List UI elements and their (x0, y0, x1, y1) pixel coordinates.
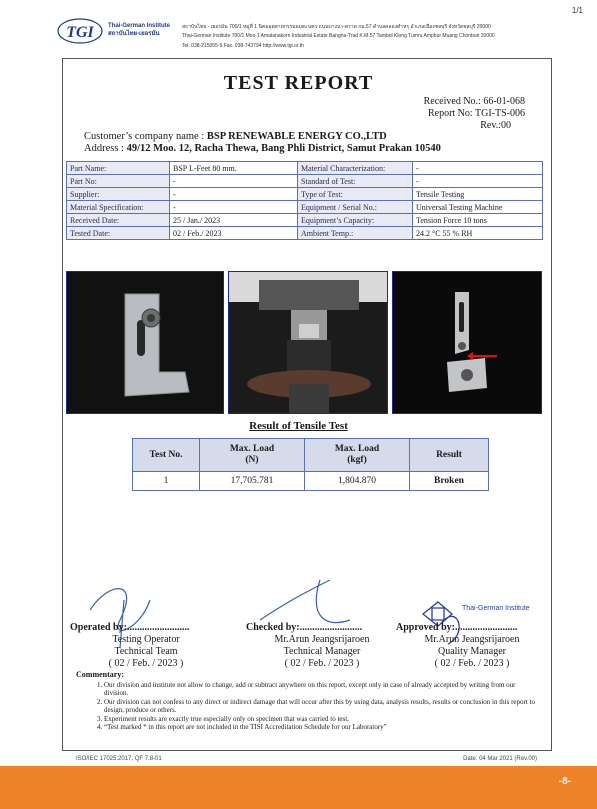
page-number: 1/1 (571, 6, 583, 15)
table-row (298, 162, 543, 175)
institute-name (108, 22, 170, 38)
table-row (298, 201, 543, 214)
info-label: Tested Date: (67, 227, 170, 240)
column-header: Max. Load (N) (200, 439, 305, 472)
result-table (132, 438, 489, 491)
approver-name: Mr.Arun Jeangsrijaroen (424, 634, 520, 645)
info-label: Material Characterization: (298, 162, 413, 175)
info-value: 24.2 °C 55 % RH (413, 227, 543, 240)
broken-specimen-photo (392, 271, 542, 414)
checker-name: Mr.Arun Jeangsrijaroen (274, 634, 370, 645)
info-value: BSP L-Feet 80 mm. (170, 162, 299, 175)
bottom-page-number: -8- (558, 776, 571, 787)
table-header-row (133, 439, 489, 472)
info-label: Supplier: (67, 188, 170, 201)
received-no: Received No.: 66-01-068 (423, 96, 525, 107)
cell-result: Broken (410, 472, 489, 491)
logo-text: TGI (66, 24, 94, 41)
info-value: 02 / Feb./ 2023 (170, 227, 299, 240)
footer-bar (0, 766, 597, 809)
cell-test-no: 1 (133, 472, 200, 491)
machine-photo (228, 271, 388, 414)
info-label: Standard of Test: (298, 175, 413, 188)
column-header: Result (410, 439, 489, 472)
operator-title: Technical Team (114, 646, 178, 657)
info-label: Part No: (67, 175, 170, 188)
institute-name-th: สถาบันไทย-เยอรมัน (108, 31, 160, 37)
table-row (298, 175, 543, 188)
info-value: 25 / Jan./ 2023 (170, 214, 299, 227)
tgi-logo (56, 16, 104, 46)
report-no: Report No: TGI-TS-006 (427, 108, 525, 119)
operator-signature-block (66, 622, 226, 670)
customer-block (84, 131, 441, 155)
info-value: Tensile Testing (413, 188, 543, 201)
commentary-heading: Commentary: (76, 670, 124, 679)
info-table-left (66, 161, 299, 240)
checker-date: ( 02 / Feb. / 2023 ) (284, 658, 360, 669)
list-item: 4. “Test marked * in this report are not included in the TISI Accreditation Schedule for our Laboratory” (104, 723, 536, 732)
info-label: Material Specification: (67, 201, 170, 214)
info-value: - (413, 175, 543, 188)
table-row (133, 472, 489, 491)
info-value: - (170, 188, 299, 201)
table-row (298, 188, 543, 201)
info-table-right (297, 161, 543, 240)
checker-title: Technical Manager (283, 646, 361, 657)
specimen-photo (66, 271, 224, 414)
customer-name: BSP RENEWABLE ENERGY CO.,LTD (206, 131, 387, 142)
operator-name: Testing Operator (112, 634, 180, 645)
cell-load-kgf: 1,804.870 (305, 472, 410, 491)
info-label: Part Name: (67, 162, 170, 175)
report-title: TEST REPORT (223, 72, 374, 94)
checked-by-label: Checked by:......................... (246, 622, 363, 633)
info-label: Equipment / Serial No.: (298, 201, 413, 214)
table-row (67, 175, 299, 188)
operator-date: ( 02 / Feb. / 2023 ) (108, 658, 184, 669)
table-row (298, 227, 543, 240)
reference-numbers (424, 96, 525, 132)
table-row (67, 214, 299, 227)
address-th: สถาบันไทย - เยอรมัน 700/1 หมู่ที่ 1 นิคมอุตสาหกรรมอมตะนคร ถนนบางนา-ตราด กม.57 ตำบลคลองตำหรุ อำเภอเมืองชลบุรี จังหวัดชลบุรี 20000 (182, 24, 491, 30)
info-value: Universal Testing Machine (413, 201, 543, 214)
list-item: 2. Our division can not confess to any direct or indirect damage that will occur after this by using data, analysis results, results or conclusion in this report to design, produce or others. (104, 698, 536, 715)
info-label: Equipment’s Capacity: (298, 214, 413, 227)
customer-address-label: Address : (84, 143, 124, 154)
commentary (76, 671, 536, 732)
footer-date: Date: 04 Mar 2021 (Rev.00) (463, 756, 537, 762)
info-value: - (413, 162, 543, 175)
table-row (67, 162, 299, 175)
approver-title: Quality Manager (437, 646, 507, 657)
info-value: - (170, 175, 299, 188)
info-value: - (170, 201, 299, 214)
info-label: Type of Test: (298, 188, 413, 201)
info-label: Received Date: (67, 214, 170, 227)
info-value: Tension Force 10 tons (413, 214, 543, 227)
address-en: Thai-German Institute 700/1 Moo 1 Amatanakorn Industrial Estate Bangna-Trad K.M.57 Tambol Klong Tumru Amphur Muang Chonburi 20000 (182, 33, 495, 39)
list-item: 1. Our division and institute not allow to change, add or subtract anywhere on this report, except only in case of already accepted by writing from our division. (104, 681, 536, 698)
stamp-text: Thai-German Institute (462, 605, 530, 612)
contact-line: Tel. 038-215055-9 Fax. 038-743794 http://www.tgi.or.th (182, 43, 304, 49)
table-row (67, 201, 299, 214)
revision: Rev.:00 (480, 120, 511, 131)
list-item: 3. Experiment results are exactly true especially only on specimen that was carried to test. (104, 715, 536, 724)
table-row (67, 188, 299, 201)
operated-by-label: Operated by:......................... (70, 622, 190, 633)
column-header: Max. Load (kgf) (305, 439, 410, 472)
checker-signature-block (242, 622, 402, 670)
table-row (67, 227, 299, 240)
table-row (298, 214, 543, 227)
column-header: Test No. (133, 439, 200, 472)
result-title: Result of Tensile Test (249, 420, 348, 432)
cell-load-n: 17,705.781 (200, 472, 305, 491)
info-label: Ambient Temp.: (298, 227, 413, 240)
footer-form-code: ISO/IEC 17025:2017, QF 7.8-01 (76, 756, 162, 762)
institute-name-en: Thai-German Institute (108, 23, 171, 29)
customer-address: 49/12 Moo. 12, Racha Thewa, Bang Phli District, Samut Prakan 10540 (126, 143, 441, 154)
customer-name-label: Customer’s company name : (84, 131, 205, 142)
approved-by-label: Approved by:......................... (396, 622, 518, 633)
approver-signature-block (392, 622, 552, 670)
approver-date: ( 02 / Feb. / 2023 ) (434, 658, 510, 669)
